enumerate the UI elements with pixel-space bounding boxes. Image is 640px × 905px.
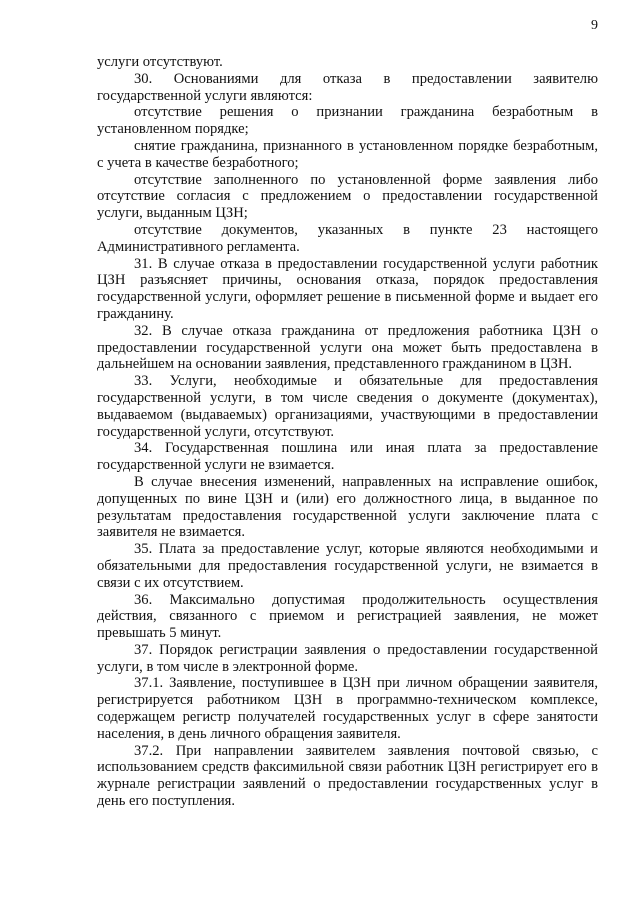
paragraph-33: 33. Услуги, необходимые и обязательные для предоставления государственной услуги, в том числе сведения о документе (документах), выдаваемом (выдаваемых) организациями, участвующими в предоставлении государственной услуги, отсутствуют.	[97, 373, 598, 440]
paragraph-35: 35. Плата за предоставление услуг, которые являются необходимыми и обязательными для предоставления государственной услуги, не взимается в связи с их отсутствием.	[97, 541, 598, 591]
document-body	[97, 54, 598, 810]
paragraph-34: 34. Государственная пошлина или иная плата за предоставление государственной услуги не взимается.	[97, 440, 598, 474]
paragraph-37: 37. Порядок регистрации заявления о предоставлении государственной услуги, в том числе в электронной форме.	[97, 641, 598, 675]
paragraph-31: 31. В случае отказа в предоставлении государственной услуги работник ЦЗН разъясняет причины, основания отказа, порядок предоставления государственной услуги, оформляет решение в письменной форме и выдает его гражданину.	[97, 255, 598, 322]
paragraph-continuation: услуги отсутствуют.	[97, 54, 223, 70]
list-item-no-documents: отсутствие документов, указанных в пункте 23 настоящего Административного регламента.	[97, 221, 598, 255]
paragraph-37-2: 37.2. При направлении заявителем заявления почтовой связью, с использованием средств факсимильной связи работник ЦЗН регистрирует его в журнале регистрации заявлений о предоставлении государственных услуг в день его поступления.	[97, 742, 598, 810]
list-item-no-application: отсутствие заполненного по установленной форме заявления либо отсутствие согласия с предложением о предоставлении государственной услуги, выданным ЦЗН;	[97, 171, 598, 222]
paragraph-37-1: 37.1. Заявление, поступившее в ЦЗН при личном обращении заявителя, регистрируется работником ЦЗН в программно-техническом комплексе, содержащем регистр получателей государственных услуг в сфере занятости населения, в день личного обращения заявителя.	[97, 675, 598, 742]
paragraph-36: 36. Максимально допустимая продолжительность осуществления действия, связанного с приемом и регистрацией заявления, не может превышать 5 минут.	[97, 591, 598, 642]
paragraph-34-continued: В случае внесения изменений, направленных на исправление ошибок, допущенных по вине ЦЗН и (или) его должностного лица, в выданное по результатам предоставления государственной услуги заключение плата с заявителя не взимается.	[97, 473, 598, 541]
list-item-deregistration: снятие гражданина, признанного в установленном порядке безработным, с учета в качестве безработного;	[97, 137, 598, 171]
paragraph-30: 30. Основаниями для отказа в предоставлении заявителю государственной услуги являются:	[97, 70, 598, 104]
page-number: 9	[591, 18, 598, 33]
list-item-no-decision: отсутствие решения о признании гражданина безработным в установленном порядке;	[97, 104, 598, 138]
paragraph-32: 32. В случае отказа гражданина от предложения работника ЦЗН о предоставлении государственной услуги она может быть предоставлена в дальнейшем на основании заявления, представленного гражданином в ЦЗН.	[97, 322, 598, 373]
